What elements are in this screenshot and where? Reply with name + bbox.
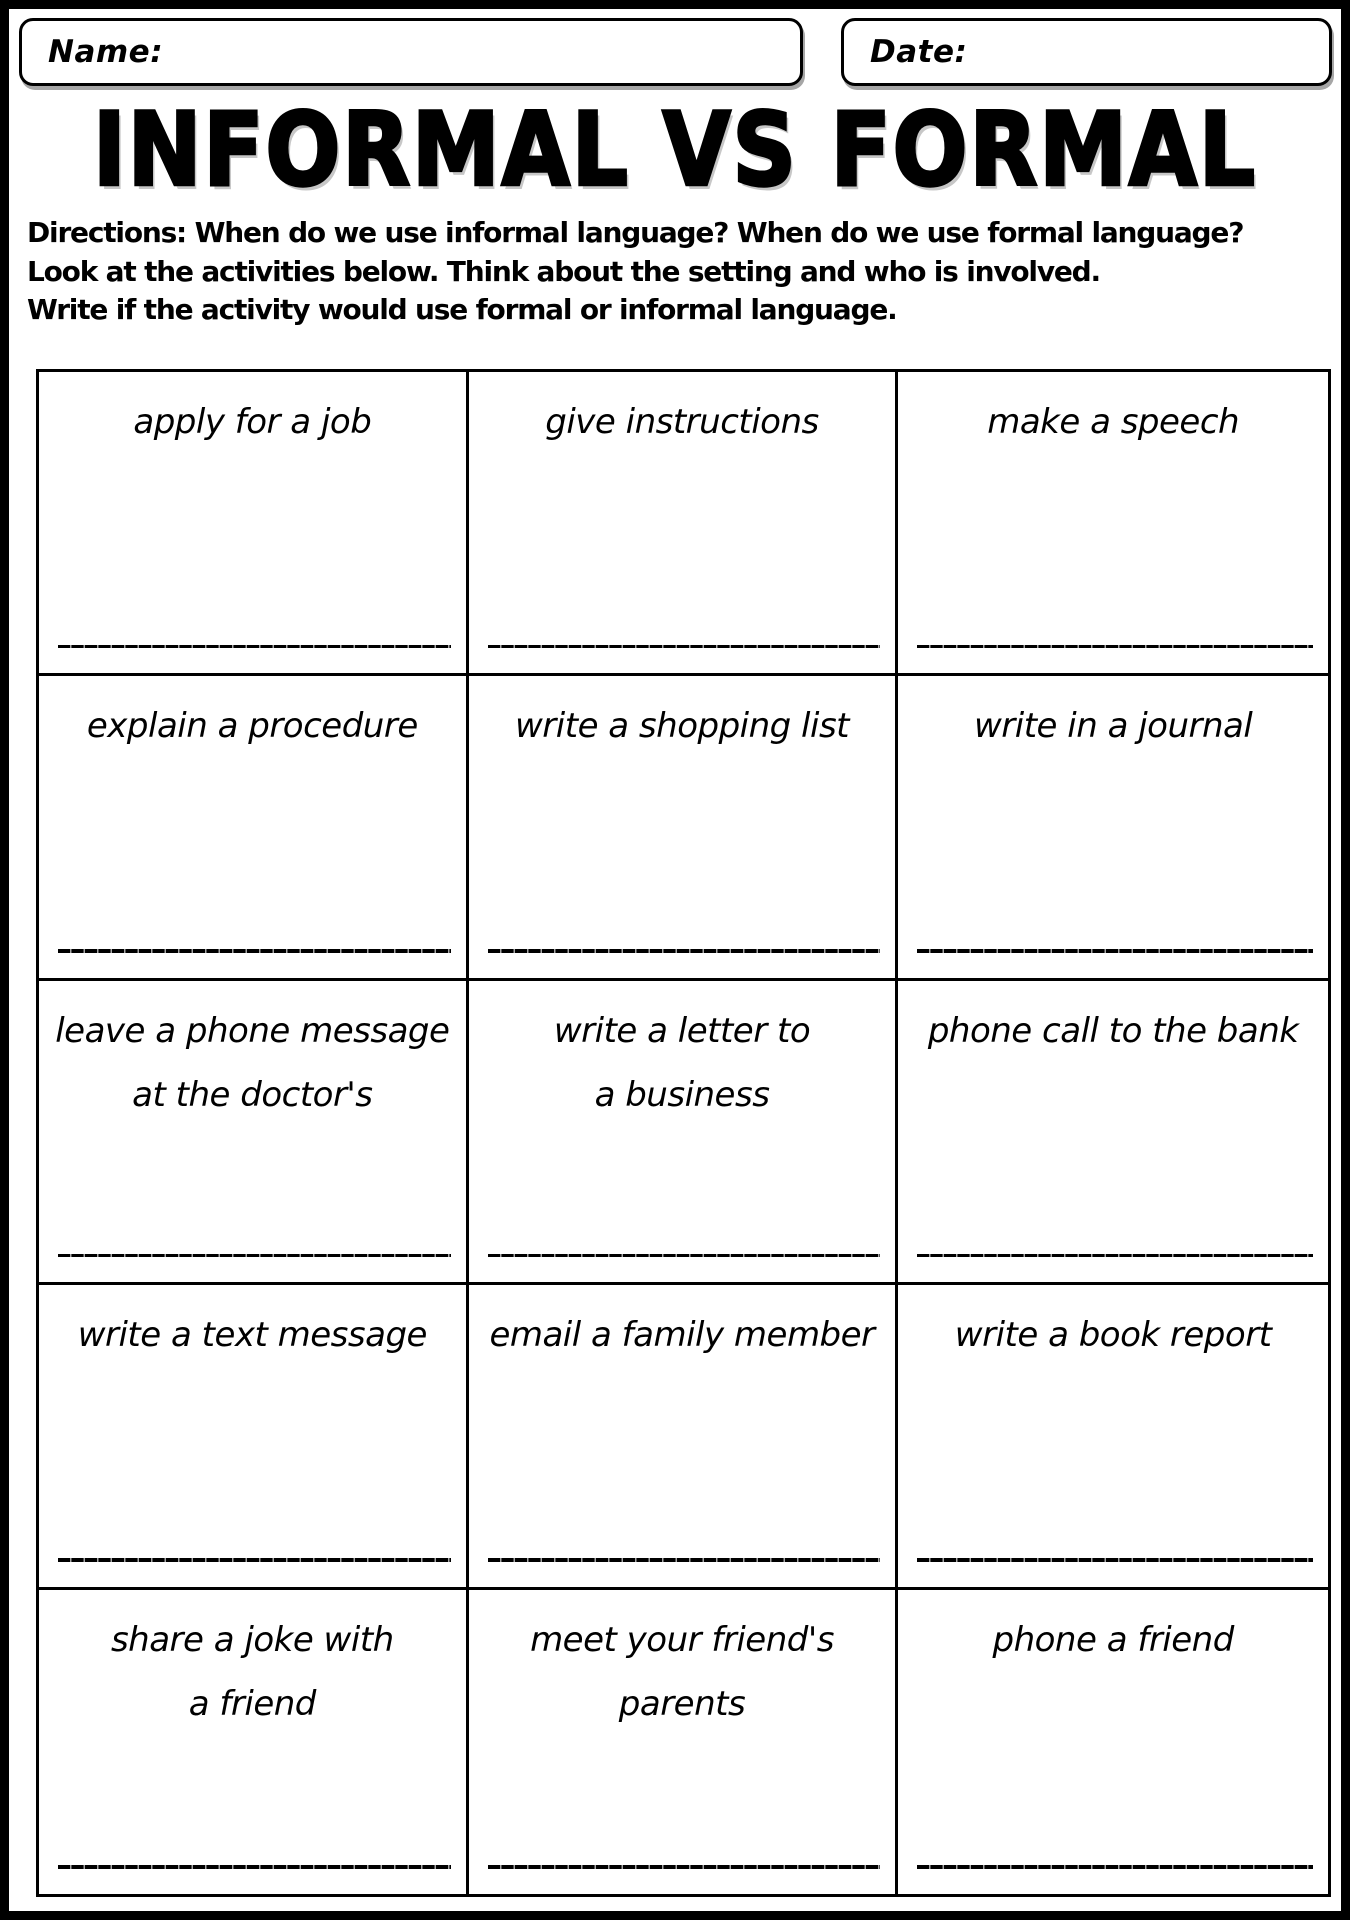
activity-label-line: meet your friend's — [530, 1619, 834, 1660]
directions-line-3: Write if the activity would use formal or informal language. — [27, 293, 897, 327]
activity-label-line: a friend — [188, 1683, 316, 1724]
activity-label — [39, 694, 466, 758]
activity-label-line: make a speech — [987, 402, 1240, 442]
name-label: Name: — [48, 34, 164, 70]
activity-cell — [39, 981, 469, 1285]
answer-blank-line[interactable] — [917, 645, 1313, 649]
activity-label — [39, 1303, 466, 1367]
date-input-area[interactable] — [967, 21, 1329, 83]
activity-cell — [39, 1590, 469, 1894]
date-box — [841, 18, 1332, 86]
activity-label — [39, 390, 466, 454]
date-label: Date: — [870, 34, 968, 70]
directions-text — [27, 214, 1325, 330]
activity-label-line: write a letter to — [553, 1010, 811, 1051]
activity-cell — [469, 1590, 899, 1894]
activity-cell — [898, 676, 1328, 980]
activity-label-line: apply for a job — [133, 402, 372, 442]
page-title: INFORMAL VS FORMAL — [92, 90, 1257, 209]
activity-label — [39, 1608, 466, 1736]
activity-grid — [36, 369, 1331, 1897]
answer-blank-line[interactable] — [58, 949, 451, 953]
activity-label — [898, 694, 1328, 758]
activity-label-line: explain a procedure — [86, 706, 418, 747]
activity-label — [898, 999, 1328, 1063]
answer-blank-line[interactable] — [917, 1254, 1313, 1258]
activity-label — [469, 390, 896, 454]
activity-label-line: email a family member — [489, 1315, 875, 1356]
activity-label — [898, 390, 1328, 454]
activity-cell — [469, 676, 899, 980]
activity-label — [469, 1303, 896, 1367]
activity-cell — [469, 981, 899, 1285]
activity-label — [898, 1303, 1328, 1367]
activity-label — [469, 1608, 896, 1736]
answer-blank-line[interactable] — [488, 1865, 881, 1869]
activity-cell — [898, 1590, 1328, 1894]
activity-cell — [39, 372, 469, 676]
activity-cell — [469, 372, 899, 676]
activity-label-line: phone call to the bank — [927, 1010, 1299, 1051]
name-box — [19, 18, 803, 86]
activity-label-line: phone a friend — [992, 1619, 1234, 1660]
activity-label-line: a business — [594, 1074, 770, 1115]
answer-blank-line[interactable] — [488, 645, 881, 649]
activity-label-line: at the doctor's — [132, 1074, 373, 1115]
activity-label — [39, 999, 466, 1127]
activity-label-line: write a shopping list — [515, 706, 849, 747]
activity-label-line: leave a phone message — [55, 1010, 450, 1051]
activity-label-line: write a text message — [77, 1315, 427, 1356]
activity-cell — [39, 676, 469, 980]
answer-blank-line[interactable] — [488, 1558, 881, 1562]
answer-blank-line[interactable] — [58, 1558, 451, 1562]
answer-blank-line[interactable] — [917, 949, 1313, 953]
answer-blank-line[interactable] — [917, 1558, 1313, 1562]
activity-label — [469, 999, 896, 1127]
answer-blank-line[interactable] — [58, 1865, 451, 1869]
activity-label-line: write a book report — [954, 1315, 1272, 1356]
directions-line-1: Directions: When do we use informal language? When do we use formal language? — [27, 216, 1244, 249]
header-id-row — [19, 18, 1332, 86]
activity-label — [469, 694, 896, 758]
answer-blank-line[interactable] — [488, 949, 881, 953]
activity-label-line: parents — [618, 1683, 746, 1724]
activity-cell — [469, 1285, 899, 1589]
activity-cell — [898, 372, 1328, 676]
answer-blank-line[interactable] — [488, 1254, 881, 1258]
activity-cell — [39, 1285, 469, 1589]
activity-cell — [898, 981, 1328, 1285]
answer-blank-line[interactable] — [58, 1254, 451, 1258]
activity-label-line: give instructions — [545, 402, 819, 442]
activity-label-line: share a joke with — [110, 1619, 394, 1660]
activity-label — [898, 1608, 1328, 1672]
name-input-area[interactable] — [163, 21, 800, 83]
activity-cell — [898, 1285, 1328, 1589]
answer-blank-line[interactable] — [58, 645, 451, 649]
answer-blank-line[interactable] — [917, 1865, 1313, 1869]
activity-label-line: write in a journal — [973, 706, 1253, 747]
directions-line-2: Look at the activities below. Think about the setting and who is involved. — [27, 254, 1100, 288]
